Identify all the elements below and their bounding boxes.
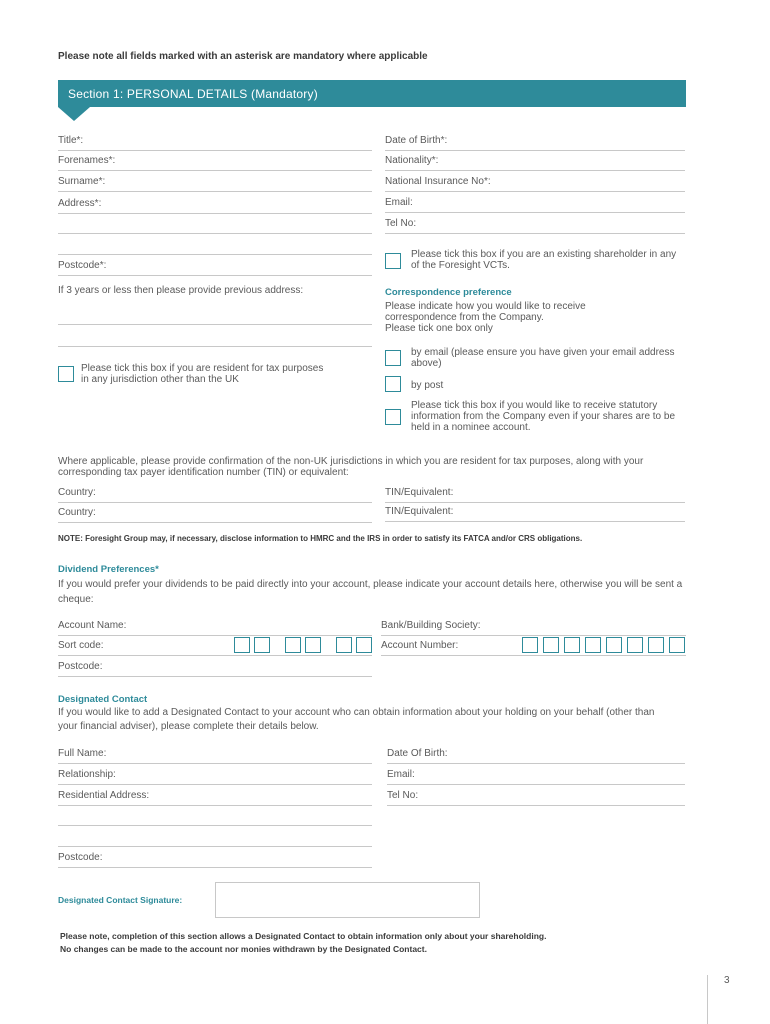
address-line-3[interactable] <box>58 254 372 255</box>
designated-intro: If you would like to add a Designated Contact to your account who can obtain information about your holding on your behalf (other than your financial adviser), please complete their details below. <box>58 707 655 732</box>
sort-code-digit-6[interactable] <box>356 637 372 653</box>
bank-field[interactable]: Bank/Building Society: <box>381 620 686 636</box>
sort-code-digit-4[interactable] <box>305 637 321 653</box>
designated-dob-field[interactable]: Date Of Birth: <box>387 748 685 764</box>
signature-box[interactable] <box>215 882 480 918</box>
sort-code-digit-1[interactable] <box>234 637 250 653</box>
forenames-field[interactable]: Forenames*: <box>58 155 372 171</box>
correspondence-tick-one: Please tick one box only <box>385 323 493 334</box>
bottom-note-1: Please note, completion of this section allows a Designated Contact to obtain information only about your shareholding. <box>60 931 547 941</box>
dob-field[interactable]: Date of Birth*: <box>385 135 685 151</box>
title-field[interactable]: Title*: <box>58 135 372 151</box>
correspondence-intro: Please indicate how you would like to receive correspondence from the Company. <box>385 301 586 323</box>
account-number-digit-4[interactable] <box>585 637 601 653</box>
correspondence-heading: Correspondence preference <box>385 287 512 298</box>
designated-email-field[interactable]: Email: <box>387 769 685 785</box>
country-field-1[interactable]: Country: <box>58 487 372 503</box>
dividend-postcode-field[interactable]: Postcode: <box>58 661 372 677</box>
section1-title: Section 1: PERSONAL DETAILS (Mandatory) <box>68 87 318 101</box>
page-number: 3 <box>724 975 730 986</box>
account-number-digit-1[interactable] <box>522 637 538 653</box>
fatca-note: NOTE: Foresight Group may, if necessary, disclose information to HMRC and the IRS in order to satisfy its FATCA and/or CRS obligations. <box>58 534 583 543</box>
jurisdictions-intro: Where applicable, please provide confirmation of the non-UK jurisdictions in which you are resident for tax purposes, along with your corresponding tax payer identification number (TIN) or equivalent: <box>58 456 644 478</box>
by-post-checkbox[interactable] <box>385 376 401 392</box>
dividend-heading: Dividend Preferences* <box>58 564 159 575</box>
mandatory-note: Please note all fields marked with an asterisk are mandatory where applicable <box>58 51 428 62</box>
prev-address-line-2[interactable] <box>58 346 372 347</box>
banner-notch <box>58 107 90 121</box>
country-field-2[interactable]: Country: <box>58 507 372 523</box>
residential-address-line-2[interactable] <box>58 825 372 826</box>
full-name-field[interactable]: Full Name: <box>58 748 372 764</box>
sort-code-digit-5[interactable] <box>336 637 352 653</box>
section1-banner <box>58 80 686 107</box>
address-line-2[interactable] <box>58 233 372 234</box>
account-number-digit-2[interactable] <box>543 637 559 653</box>
existing-shareholder-label: Please tick this box if you are an existing shareholder in any of the Foresight VCTs. <box>411 249 677 271</box>
account-number-digit-7[interactable] <box>648 637 664 653</box>
statutory-info-label: Please tick this box if you would like to receive statutory information from the Company even if your shares are to be held in a nominee account. <box>411 400 676 433</box>
designated-heading: Designated Contact <box>58 694 148 705</box>
tin-field-1[interactable]: TIN/Equivalent: <box>385 487 685 503</box>
existing-shareholder-checkbox[interactable] <box>385 253 401 269</box>
email-field[interactable]: Email: <box>385 197 685 213</box>
tel-field[interactable]: Tel No: <box>385 218 685 234</box>
page-divider <box>707 975 708 1024</box>
prev-address-line-1[interactable] <box>58 324 372 325</box>
ni-number-field[interactable]: National Insurance No*: <box>385 176 685 192</box>
statutory-info-checkbox[interactable] <box>385 409 401 425</box>
designated-tel-field[interactable]: Tel No: <box>387 790 685 806</box>
account-name-field[interactable]: Account Name: <box>58 620 372 636</box>
account-number-digit-6[interactable] <box>627 637 643 653</box>
account-number-digit-8[interactable] <box>669 637 685 653</box>
tin-field-2[interactable]: TIN/Equivalent: <box>385 506 685 522</box>
dividend-intro: If you would prefer your dividends to be paid directly into your account, please indicate your account details here, otherwise you will be sent a cheque: <box>58 579 683 605</box>
by-post-label: by post <box>411 380 444 391</box>
by-email-label: by email (please ensure you have given your email address above) <box>411 347 675 369</box>
signature-label: Designated Contact Signature: <box>58 895 183 905</box>
surname-field[interactable]: Surname*: <box>58 176 372 192</box>
sort-code-digit-3[interactable] <box>285 637 301 653</box>
account-number-label: Account Number: <box>381 640 686 656</box>
nationality-field[interactable]: Nationality*: <box>385 155 685 171</box>
relationship-field[interactable]: Relationship: <box>58 769 372 785</box>
tax-resident-label: Please tick this box if you are resident for tax purposes in any jurisdiction other than the UK <box>81 363 324 385</box>
previous-address-label: If 3 years or less then please provide previous address: <box>58 285 304 296</box>
sort-code-digit-2[interactable] <box>254 637 270 653</box>
by-email-checkbox[interactable] <box>385 350 401 366</box>
bottom-note-2: No changes can be made to the account nor monies withdrawn by the Designated Contact. <box>60 944 427 954</box>
postcode-field[interactable]: Postcode*: <box>58 260 372 276</box>
sort-code-label: Sort code: <box>58 640 372 656</box>
residential-address-field[interactable]: Residential Address: <box>58 790 372 806</box>
address-field[interactable]: Address*: <box>58 198 372 214</box>
designated-postcode-field[interactable]: Postcode: <box>58 852 372 868</box>
residential-address-line-3[interactable] <box>58 846 372 847</box>
account-number-digit-5[interactable] <box>606 637 622 653</box>
tax-resident-checkbox[interactable] <box>58 366 74 382</box>
account-number-digit-3[interactable] <box>564 637 580 653</box>
